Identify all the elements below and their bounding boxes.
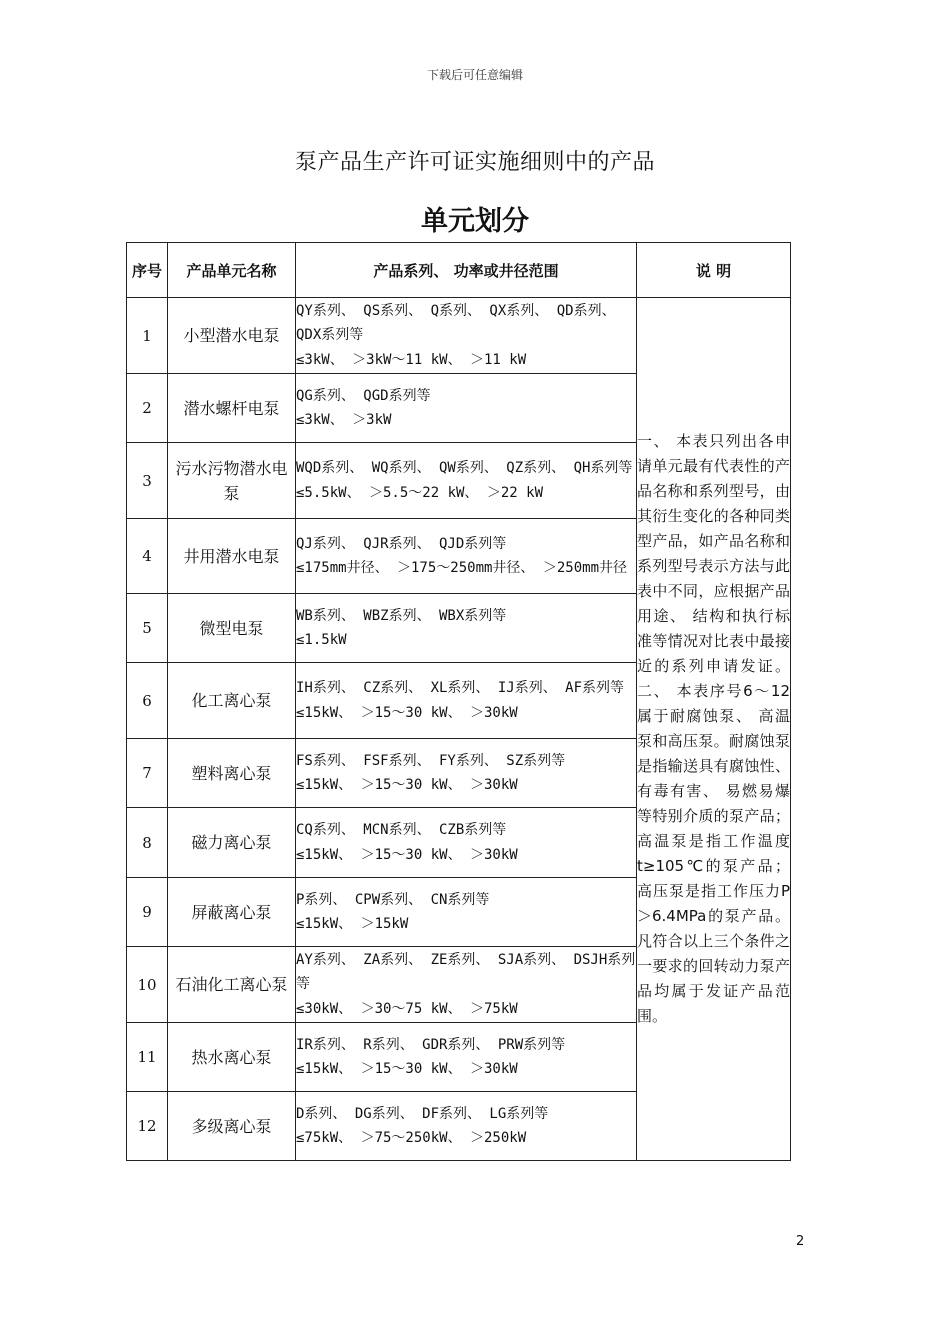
- table-header-row: [127, 243, 791, 298]
- row-series-range: [296, 878, 637, 947]
- row-series-range: [296, 374, 637, 443]
- row-seq: 3: [127, 443, 168, 519]
- row-unit-name: 磁力离心泵: [168, 808, 296, 878]
- row-series: QG系列、 QGD系列等: [296, 387, 431, 404]
- row-range: ≤75kW、 ＞75～250kW、 ＞250kW: [296, 1130, 527, 1146]
- row-seq: 6: [127, 663, 168, 739]
- row-range: ≤175mm井径、 ＞175～250mm井径、 ＞250mm井径: [296, 560, 628, 576]
- row-seq: 4: [127, 519, 168, 594]
- row-range: ≤30kW、 ＞30～75 kW、 ＞75kW: [296, 1000, 518, 1017]
- row-series: CQ系列、 MCN系列、 CZB系列等: [296, 822, 507, 838]
- row-series: QY系列、 QS系列、 Q系列、 QX系列、 QD系列、 QDX系列等: [296, 302, 625, 344]
- row-unit-name: 井用潜水电泵: [168, 519, 296, 594]
- row-range: ≤3kW、 ＞3kW: [296, 412, 392, 428]
- row-series: IH系列、 CZ系列、 XL系列、 IJ系列、 AF系列等: [296, 680, 625, 696]
- row-range: ≤15kW、 ＞15～30 kW、 ＞30kW: [296, 777, 518, 793]
- row-series: WB系列、 WBZ系列、 WBX系列等: [296, 607, 507, 624]
- row-series: AY系列、 ZA系列、 ZE系列、 SJA系列、 DSJH系列等: [296, 951, 636, 993]
- row-series-range: [296, 1023, 637, 1092]
- table-row: [127, 298, 791, 374]
- row-series-range: [296, 663, 637, 739]
- row-series: QJ系列、 QJR系列、 QJD系列等: [296, 535, 507, 552]
- note-cell: 一、 本表只列出各申请单元最有代表性的产品名称和系列型号，由其衍生变化的各种同类型产品，如产品名称和系列型号表示方法与此表中不同，应根据产品用途、 结构和执行标准等情况对比表中最接近的系列申请发证。二、 本表序号6～12属于耐腐蚀泵、 高温泵和高压泵。耐腐蚀泵是指输送具有腐蚀性、 有毒有害、 易燃易爆等特别介质的泵产品；高温泵是指工作温度t≥105℃的泵产品；高压泵是指工作压力P＞6.4MPa的泵产品。凡符合以上三个条件之一要求的回转动力泵产品均属于发证产品范围。: [637, 298, 791, 1161]
- row-seq: 7: [127, 739, 168, 808]
- header-note: 说 明: [637, 243, 791, 298]
- row-unit-name: 污水污物潜水电泵: [168, 443, 296, 519]
- document-title: 泵产品生产许可证实施细则中的产品: [294, 150, 655, 175]
- row-series-range: [296, 519, 637, 594]
- row-range: ≤15kW、 ＞15～30 kW、 ＞30kW: [296, 704, 518, 721]
- row-series: D系列、 DG系列、 DF系列、 LG系列等: [296, 1105, 549, 1122]
- row-range: ≤1.5kW: [296, 632, 347, 648]
- row-unit-name: 屏蔽离心泵: [168, 878, 296, 947]
- header-seq: 序号: [127, 243, 168, 298]
- row-range: ≤15kW、 ＞15kW: [296, 916, 409, 932]
- row-unit-name: 热水离心泵: [168, 1023, 296, 1092]
- row-series-range: [296, 298, 637, 374]
- row-series-range: [296, 1092, 637, 1161]
- row-unit-name: 石油化工离心泵: [168, 947, 296, 1023]
- header-note: 下载后可任意编辑: [426, 68, 523, 82]
- page-number: 2: [796, 1234, 805, 1249]
- row-range: ≤3kW、 ＞3kW～11 kW、 ＞11 kW: [296, 351, 527, 368]
- row-seq: 12: [127, 1092, 168, 1161]
- row-unit-name: 小型潜水电泵: [168, 298, 296, 374]
- document-subtitle: 单元划分: [421, 206, 529, 237]
- header-series-range: 产品系列、 功率或井径范围: [296, 243, 637, 298]
- row-seq: 10: [127, 947, 168, 1023]
- row-seq: 9: [127, 878, 168, 947]
- row-seq: 11: [127, 1023, 168, 1092]
- header-unit-name: 产品单元名称: [168, 243, 296, 298]
- row-unit-name: 多级离心泵: [168, 1092, 296, 1161]
- row-series: FS系列、 FSF系列、 FY系列、 SZ系列等: [296, 752, 566, 769]
- row-series: IR系列、 R系列、 GDR系列、 PRW系列等: [296, 1036, 566, 1053]
- row-range: ≤15kW、 ＞15～30 kW、 ＞30kW: [296, 1061, 518, 1077]
- row-unit-name: 塑料离心泵: [168, 739, 296, 808]
- row-range: ≤5.5kW、 ＞5.5～22 kW、 ＞22 kW: [296, 484, 544, 501]
- row-series-range: [296, 808, 637, 878]
- row-unit-name: 化工离心泵: [168, 663, 296, 739]
- row-series: WQD系列、 WQ系列、 QW系列、 QZ系列、 QH系列等: [296, 460, 633, 476]
- row-unit-name: 微型电泵: [168, 594, 296, 663]
- row-series-range: [296, 594, 637, 663]
- row-series-range: [296, 739, 637, 808]
- row-range: ≤15kW、 ＞15～30 kW、 ＞30kW: [296, 846, 518, 863]
- row-series-range: [296, 443, 637, 519]
- row-series-range: [296, 947, 637, 1023]
- row-seq: 1: [127, 298, 168, 374]
- row-unit-name: 潜水螺杆电泵: [168, 374, 296, 443]
- product-unit-table: [126, 242, 791, 1161]
- row-seq: 2: [127, 374, 168, 443]
- row-seq: 8: [127, 808, 168, 878]
- row-seq: 5: [127, 594, 168, 663]
- row-series: P系列、 CPW系列、 CN系列等: [296, 891, 490, 908]
